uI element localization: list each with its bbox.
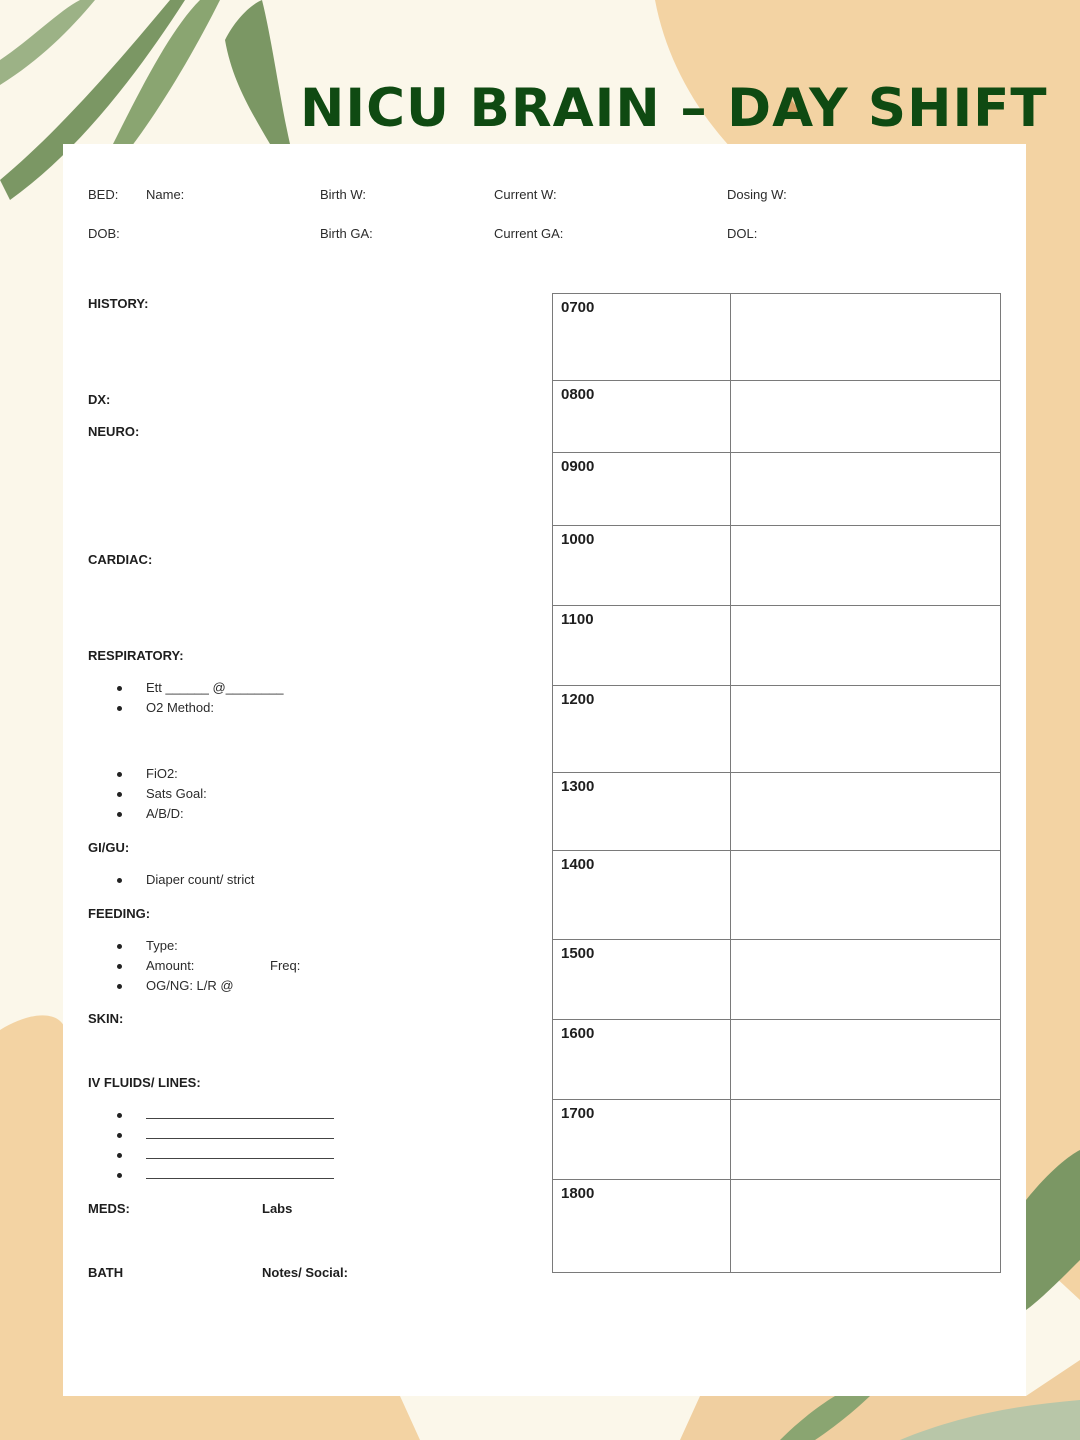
time-notes-cell — [731, 1100, 1000, 1179]
time-row — [553, 850, 1000, 939]
hourly-timetable — [552, 293, 1001, 1273]
current-ga-label: Current GA: — [494, 226, 564, 241]
feed-amount-item: Amount: — [146, 958, 195, 973]
page-title: NICU BRAIN – DAY SHIFT — [300, 78, 1048, 139]
time-row — [553, 525, 1000, 605]
time-row — [553, 1099, 1000, 1179]
time-notes-cell — [731, 940, 1000, 1019]
dosing-weight-label: Dosing W: — [727, 187, 787, 202]
time-notes-cell — [731, 526, 1000, 605]
dx-heading: DX: — [88, 392, 111, 407]
time-label: 1100 — [553, 606, 731, 685]
feed-type-item: Type: — [146, 938, 178, 953]
time-label: 1200 — [553, 686, 731, 772]
time-label: 1800 — [553, 1180, 731, 1272]
bed-field-label: BED: — [88, 187, 119, 202]
time-notes-cell — [731, 294, 1000, 380]
diaper-count-item: Diaper count/ strict — [146, 872, 255, 887]
iv-line-blank — [146, 1147, 334, 1162]
time-row — [553, 1179, 1000, 1272]
name-field-label: Name: — [146, 187, 185, 202]
planner-sheet — [63, 144, 1026, 1396]
time-label: 0800 — [553, 381, 731, 452]
time-label: 0900 — [553, 453, 731, 525]
dol-field-label: DOL: — [727, 226, 758, 241]
time-label: 1600 — [553, 1020, 731, 1099]
time-notes-cell — [731, 773, 1000, 850]
time-label: 1400 — [553, 851, 731, 939]
time-notes-cell — [731, 1020, 1000, 1099]
respiratory-heading: RESPIRATORY: — [88, 648, 184, 663]
gi-gu-heading: GI/GU: — [88, 840, 130, 855]
time-notes-cell — [731, 381, 1000, 452]
time-row — [553, 380, 1000, 452]
time-row — [553, 452, 1000, 525]
cardiac-heading: CARDIAC: — [88, 552, 153, 567]
og-ng-item: OG/NG: L/R @ — [146, 978, 234, 993]
current-weight-label: Current W: — [494, 187, 557, 202]
time-label: 1500 — [553, 940, 731, 1019]
labs-heading: Labs — [262, 1201, 293, 1216]
feeding-heading: FEEDING: — [88, 906, 151, 921]
birth-ga-label: Birth GA: — [320, 226, 373, 241]
time-label: 1700 — [553, 1100, 731, 1179]
dob-field-label: DOB: — [88, 226, 120, 241]
abd-item: A/B/D: — [146, 806, 184, 821]
ett-item: Ett ______ @________ — [146, 680, 284, 695]
notes-social-heading: Notes/ Social: — [262, 1265, 348, 1280]
time-notes-cell — [731, 606, 1000, 685]
skin-heading: SKIN: — [88, 1011, 124, 1026]
bath-heading: BATH — [88, 1265, 124, 1280]
time-row — [553, 685, 1000, 772]
time-label: 1000 — [553, 526, 731, 605]
time-row — [553, 939, 1000, 1019]
time-row — [553, 605, 1000, 685]
neuro-heading: NEURO: — [88, 424, 140, 439]
time-notes-cell — [731, 453, 1000, 525]
iv-fluids-heading: IV FLUIDS/ LINES: — [88, 1075, 201, 1090]
meds-heading: MEDS: — [88, 1201, 130, 1216]
time-notes-cell — [731, 851, 1000, 939]
time-row — [553, 772, 1000, 850]
sats-goal-item: Sats Goal: — [146, 786, 207, 801]
birth-weight-label: Birth W: — [320, 187, 366, 202]
time-row — [553, 294, 1000, 380]
history-heading: HISTORY: — [88, 296, 149, 311]
time-label: 1300 — [553, 773, 731, 850]
time-notes-cell — [731, 686, 1000, 772]
time-row — [553, 1019, 1000, 1099]
feed-freq-label: Freq: — [270, 958, 301, 973]
iv-line-blank — [146, 1127, 334, 1142]
iv-line-blank — [146, 1167, 334, 1182]
iv-line-blank — [146, 1107, 334, 1122]
fio2-item: FiO2: — [146, 766, 178, 781]
time-label: 0700 — [553, 294, 731, 380]
o2-method-item: O2 Method: — [146, 700, 214, 715]
time-notes-cell — [731, 1180, 1000, 1272]
